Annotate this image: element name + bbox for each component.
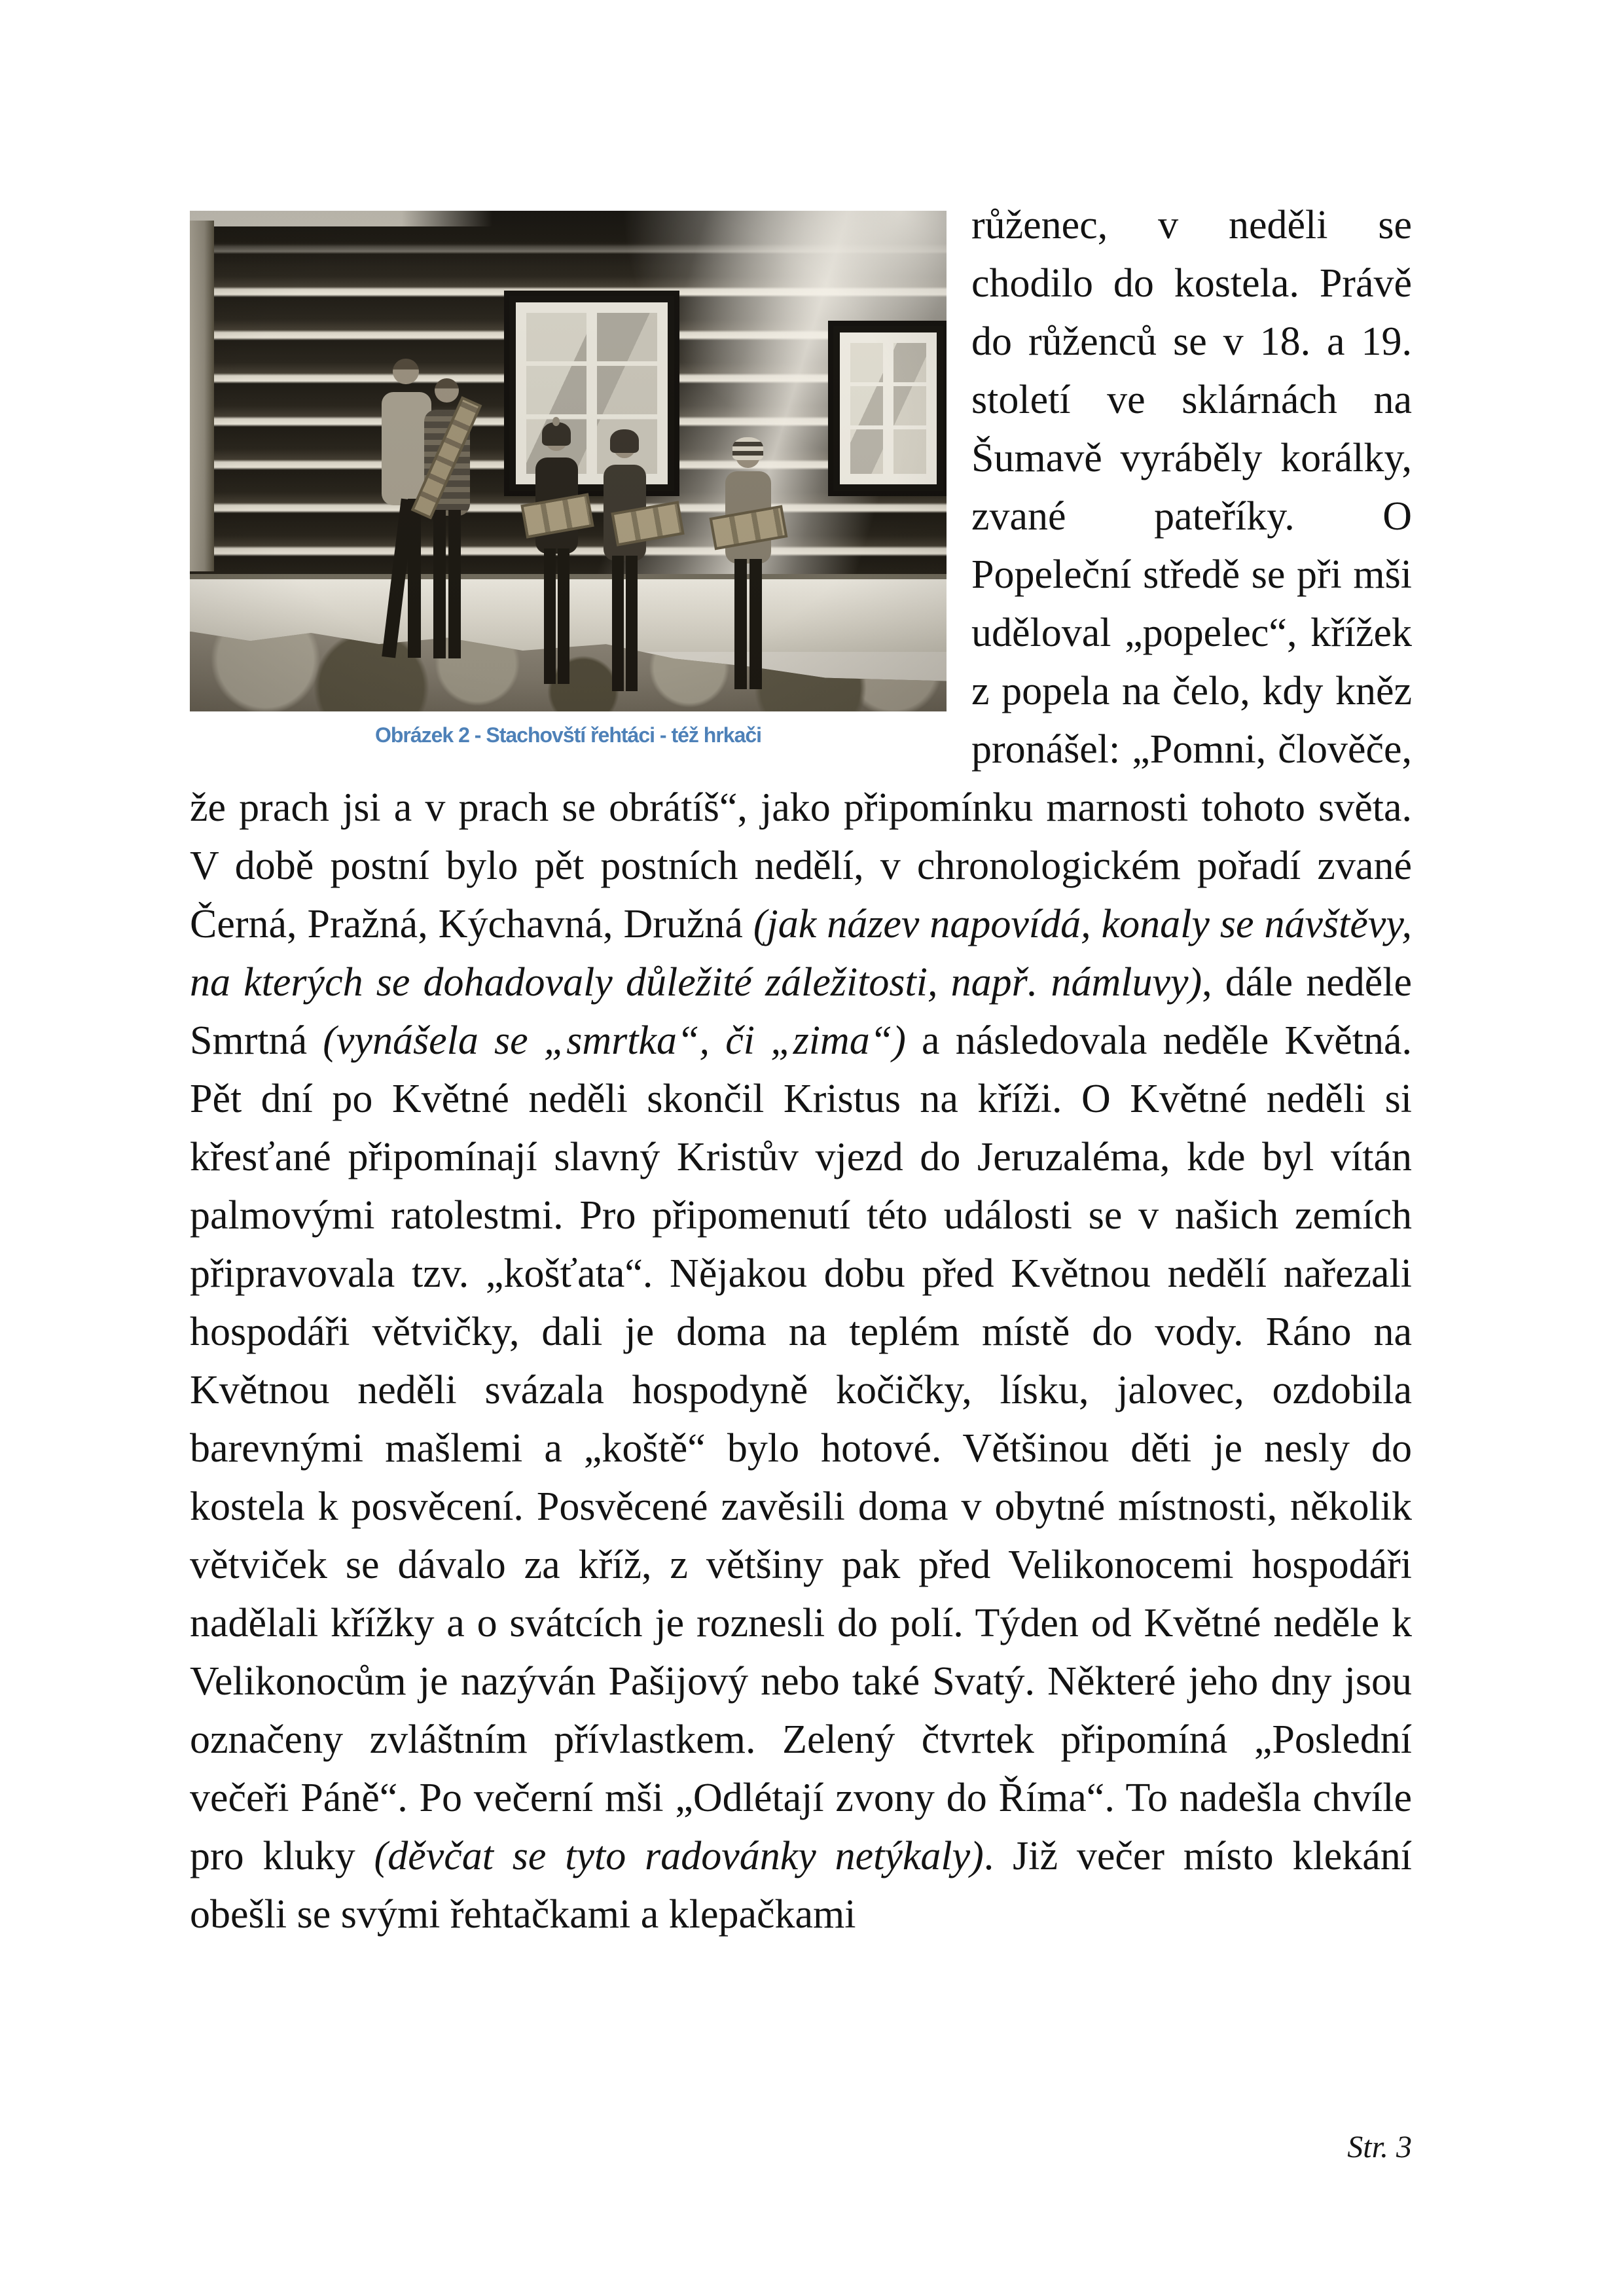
figure-caption: Obrázek 2 - Stachovští řehtáci - též hrkači bbox=[374, 723, 762, 747]
figure-rattle-boys bbox=[190, 211, 947, 748]
photo-sky-sliver bbox=[190, 211, 492, 226]
photo-boy-2 bbox=[418, 378, 476, 664]
photo-window-right-sash bbox=[840, 332, 937, 484]
article-run-5: a následovala neděle Květná. Pět dní po Květné neděli skončil Kristus na kříži. O Květné neděli si křesťané připomínají slavný Kristův vjezd do Jeruzaléma, kde byl vítán palmovými ratolestmi. Pro připomenutí této události se v našich zemích připravovala tzv. „košťata“. Nějakou dobu před Květnou nedělí nařezali hospodáři větvičky, dali je doma na teplém místě do vody. Ráno na Květnou neděli svázala hospodyně kočičky, lísku, jalovec, ozdobila barevnými mašlemi a „koště“ bylo hotové. Většinou děti je nesly do kostela k posvěcení. Posvěcené zavěsili doma v obytné místnosti, několik větviček se dávalo za kříž, z většiny pak před Velikonocemi hospodáři nadělali křížky a o svátcích je roznesli do polí. Týden od Květné neděle k Velikonocům je nazýván Pašijový nebo také Svatý. Některé jeho dny jsou označeny zvláštním přívlastkem. Zelený čtvrtek připomíná „Poslední večeři Páně“. Po večerní mši „Odlétají zvony do Říma“. To nadešla chvíle pro kluky bbox=[190, 1018, 1412, 1878]
photo-house-corner bbox=[190, 221, 214, 571]
photo-boy-5-leg bbox=[749, 559, 762, 689]
photo-knit-cap bbox=[610, 429, 639, 453]
photo-striped-cap bbox=[732, 437, 763, 459]
photo-boy-5 bbox=[719, 444, 777, 694]
photo-boy-4-leg bbox=[612, 556, 624, 691]
article-run-3: , dále neděle Smrtná bbox=[190, 960, 1413, 1063]
photo-boy-1-head bbox=[393, 359, 419, 385]
article-run-4-italic: (vynášela se „smrtka“, či „zima“) bbox=[323, 1018, 906, 1063]
article-run-7: . Již večer místo klekání obešli se svými řehtačkami a klepačkami bbox=[190, 1834, 1413, 1937]
photo-boy-3 bbox=[530, 429, 583, 689]
photo-window-right bbox=[833, 326, 944, 491]
photo-boy-3-leg bbox=[558, 548, 569, 684]
photo-rattle bbox=[520, 493, 594, 538]
photo-boy-3-leg bbox=[544, 548, 556, 684]
photo-boy-4 bbox=[598, 436, 651, 696]
page-number: Str. 3 bbox=[1347, 2130, 1412, 2164]
article-run-1: růženec, v neděli se chodilo do kostela. Právě do růženců se v 18. a 19. století ve sklárnách na Šumavě vyráběly korálky, zvané pateříky. O Popeleční středě se při mši uděloval „popelec“, křížek z popela na čelo, kdy kněz pronášel: „Pomni, člověče, že prach jsi a v prach se obrátíš“, jako připomínku marnosti tohoto světa. V době postní bylo pět postních nedělí, v chronologickém pořadí zvané Černá, Pražná, Kýchavná, Družná bbox=[190, 203, 1412, 946]
photo-boy-2-leg bbox=[448, 510, 461, 658]
article-run-6-italic: (děvčat se tyto radovánky netýkaly) bbox=[374, 1834, 984, 1878]
photo-boy-5-leg bbox=[734, 559, 747, 689]
photo-boy-4-leg bbox=[626, 556, 638, 691]
photo-stachov-rattlers bbox=[190, 211, 947, 711]
photo-boy-2-leg bbox=[433, 510, 446, 658]
page-content bbox=[190, 196, 1412, 1944]
photo-boy-2-head bbox=[435, 378, 459, 403]
photo-rattle bbox=[709, 505, 787, 550]
article-run-2-italic: (jak název napovídá, konaly se návštěvy, na kterých se dohadovaly důležité záležitosti, např. námluvy) bbox=[190, 902, 1412, 1005]
